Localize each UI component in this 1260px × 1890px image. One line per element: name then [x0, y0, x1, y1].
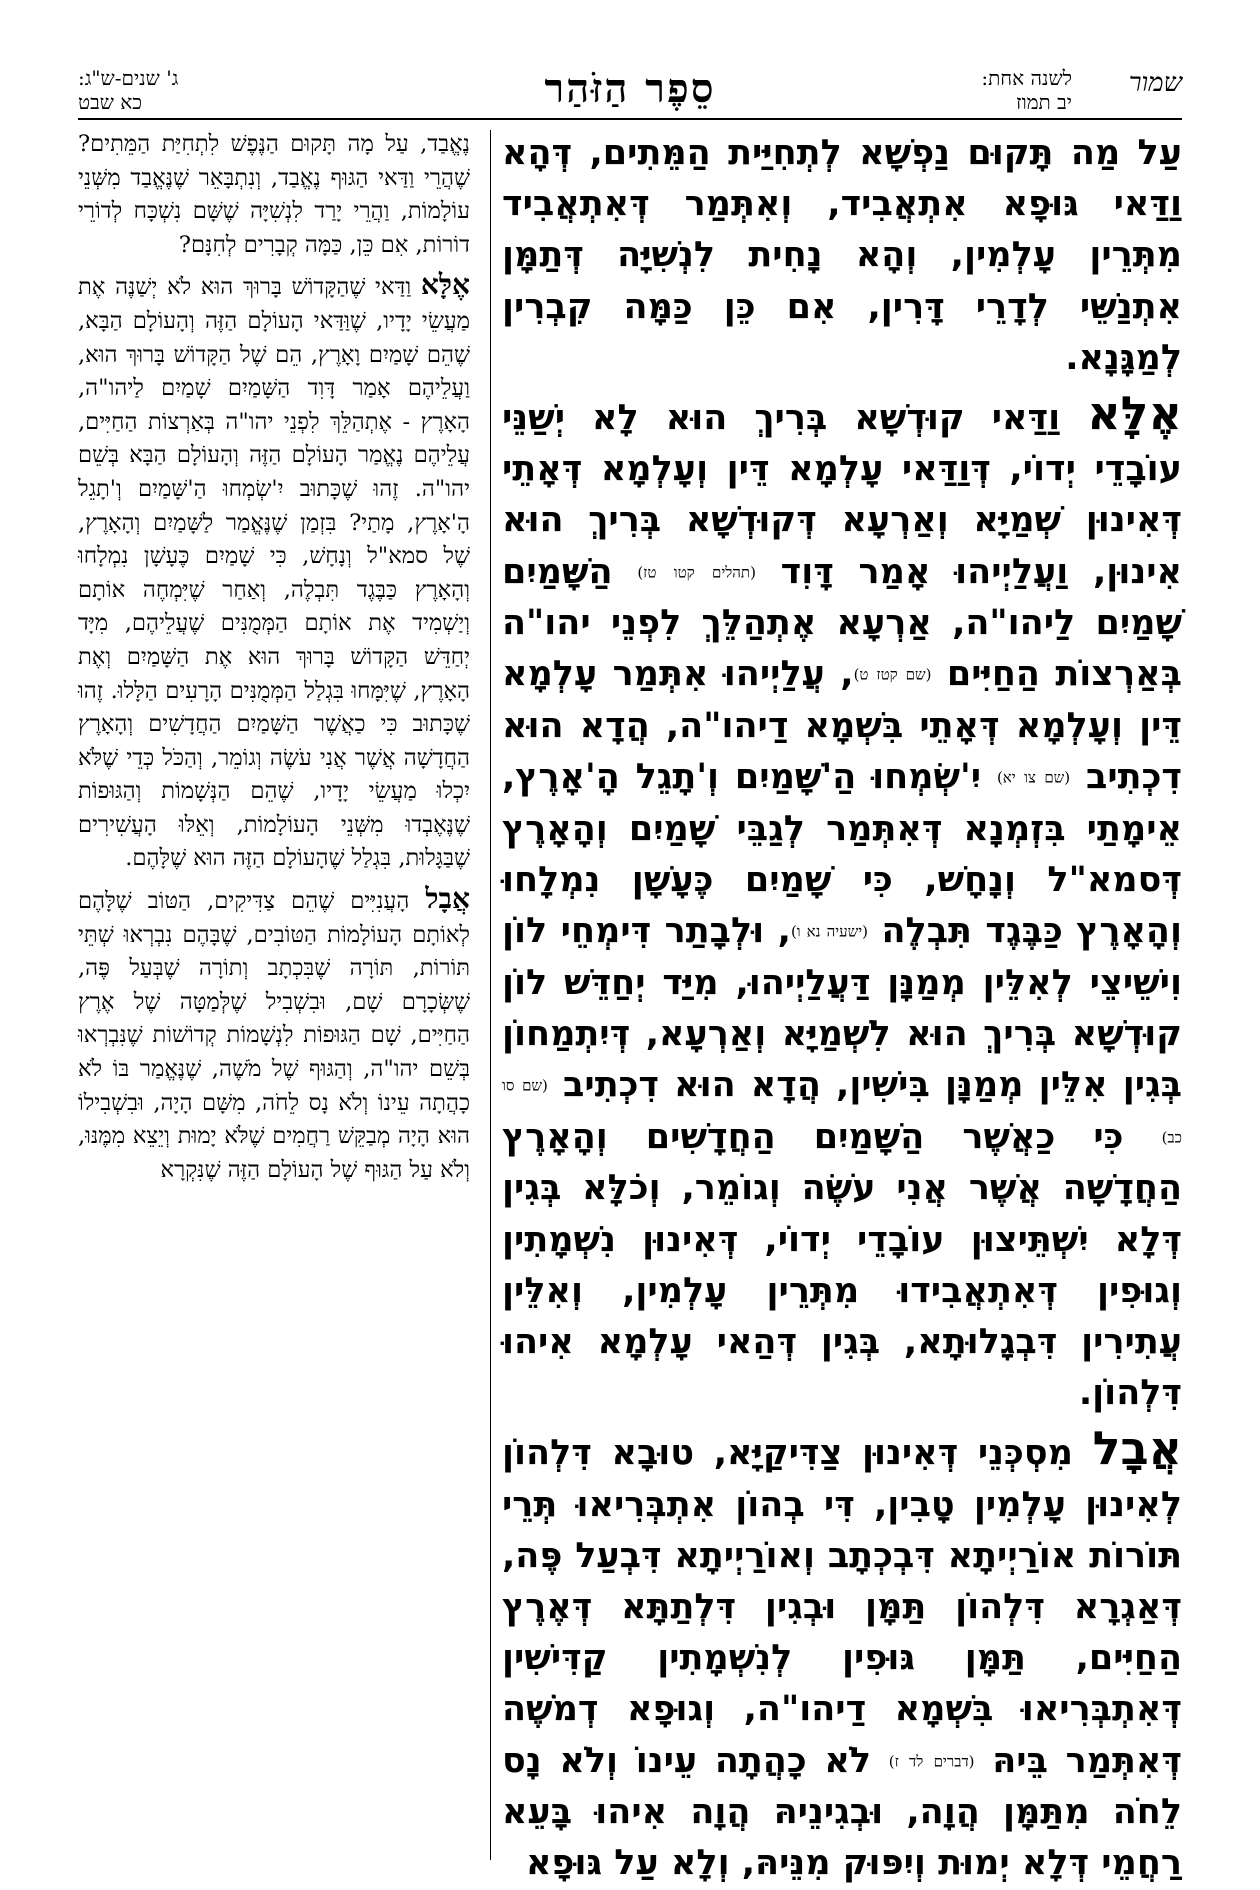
main-p2-text-b: הַשָּׁמַיִם שָׁמַיִם לַיהו"ה, אַרְעָא אֶתְהַלֵּךְ לִפְנֵי יהו"ה בְּאַרְצוֹת הַחַיִּים [502, 551, 1182, 695]
main-paragraph-1 [502, 128, 1182, 384]
section-name: שמור [1128, 68, 1182, 98]
page-header [78, 62, 1182, 116]
main-p2-text-a: וַדַּאי קוּדְשָׁא בְּרִיךְ הוּא לָא יְשַׁנֵּי עוֹבָדֵי יְדוֹי, דְּוַדַּאי עָלְמָא דֵּין וְעָלְמָא דְּאָתֵי דְּאִינוּן שְׁמַיָּא וְאַרְעָא דְּקוּדְשָׁא בְּרִיךְ הוּא אִינוּן, וַעֲלַיְיהוּ אָמַר דָּוִד [502, 398, 1182, 592]
main-p2-opener: אֶלָּא [1087, 386, 1182, 441]
main-p2-ref-5: (שם סו כב) [502, 1076, 1182, 1147]
main-p3-ref-1: (דברים לד ז) [888, 1752, 975, 1771]
main-p2-text-c: , עֲלַיְיהוּ אִתְּמַר עָלְמָא דֵּין וְעָלְמָא דְּאָתֵי בִּשְׁמָא דַיהו"ה, הֲדָא הוּא דִכְתִיב [502, 654, 1182, 798]
main-p2-text-d: יִ'שְׂמְחוּ הַ'שָּׁמַיִם וְ'תָגֵל הָ'אָרֶץ, אֵימָתַי בִּזְמְנָא דְּאִתְּמַר לְגַבֵּי שָׁמַיִם וְהָאָרֶץ דְּסמא"ל וְנָחָשׁ, כִּי שָׁמַיִם כֶּעָשָׁן נִמְלָחוּ וְהָאָרֶץ כַּבֶּגֶד תִּבְלֶה [502, 757, 1182, 952]
side-paragraph-3 [78, 882, 470, 1187]
side-p3-opener: אֲבָל [425, 882, 470, 916]
main-p2-text-e: , וּלְבָתַר דִּימְחֵי לוֹן וִישֵׁיצֵי לְאִלֵּין מְמַנָּן דַּעֲלַיְיהוּ, מִיַּד יְחַדֵּשׁ לוֹן קוּדְשָׁא בְּרִיךְ הוּא לִשְׁמַיָּא וְאַרְעָא, דְּיִתְמַחוֹן בְּגִין אִלֵּין מְמַנָּן בִּישִׁין, הֲדָא הוּא דִכְתִיב [502, 911, 1182, 1106]
main-p3-text-b: לֹא כָהֲתָה עֵינוֹ וְלֹא נָס לֵחֹה מִתַּמָּן הֲוָה, וּבְגִינֵיהּ הֲוָה אִיהוּ בָּעֵא רַחֲמֵי דְּלָא יְמוּת וְיִפּוּק מִנֵּיהּ, וְלָא עַל גּוּפָא [502, 1740, 1182, 1884]
schedule-date-one-year: יב תמוז [1016, 90, 1072, 114]
main-p2-ref-2: (שם קטז ט) [853, 665, 932, 684]
main-p3-opener: אֲבָל [1092, 1421, 1182, 1476]
schedule-label-three-years: ג' שנים-ש"ג: [78, 66, 179, 90]
side-p3-text: הָעֲנִיִּים שֶׁהֵם צַדִּיקִים, הַטּוֹב שֶׁלָּהֶם לְאוֹתָם הָעוֹלָמוֹת הַטּוֹבִים, שֶׁבָּהֶם נִבְרְאוּ שְׁתֵּי תּוֹרוֹת, תּוֹרָה שֶׁבִּכְתָב וְתוֹרָה שֶׁבְּעַל פֶּה, שֶׁשְּׂכָרָם שָׁם, וּבִשְׁבִיל שֶׁלְּמַטָּה שֶׁל אֶרֶץ הַחַיִּים, שָׁם הַגּוּפוֹת לִנְשָׁמוֹת קְדוֹשׁוֹת שֶׁנִּבְרְאוּ בְּשֵׁם יהו"ה, וְהַגּוּף שֶׁל מֹשֶׁה, שֶׁנֶּאֱמַר בּוֹ לֹא כָהֲתָה עֵינוֹ וְלֹא נָס לֵחֹה, מִשָּׁם הָיָה, וּבִשְׁבִילוֹ הוּא הָיָה מְבַקֵּשׁ רַחֲמִים שֶׁלֹּא יָמוּת וְיֵצֵא מִמֶּנּוּ, וְלֹא עַל הַגּוּף שֶׁל הָעוֹלָם הַזֶּה שֶׁנִּקְרָא [78, 888, 470, 1183]
side-paragraph-2 [78, 268, 470, 876]
schedule-date-three-years: כא שבט [78, 90, 143, 114]
side-paragraph-1 [78, 128, 470, 262]
header-left [78, 62, 378, 116]
main-p2-ref-1: (תהלים קטו טז) [637, 563, 756, 582]
main-p2-ref-4: (ישעיה נא ו) [790, 922, 869, 941]
main-paragraph-3 [502, 1423, 1182, 1889]
main-paragraph-2 [502, 388, 1182, 1419]
aramaic-column [502, 128, 1182, 1884]
side-p2-text: וַדַּאי שֶׁהַקָּדוֹשׁ בָּרוּךְ הוּא לֹא יְשַׁנֶּה אֶת מַעֲשֵׂי יָדָיו, שֶׁוַּדַּאי הָעוֹלָם הַזֶּה וְהָעוֹלָם הַבָּא, שֶׁהֵם שָׁמַיִם וָאָרֶץ, הֵם שֶׁל הַקָּדוֹשׁ בָּרוּךְ הוּא, וַעֲלֵיהֶם אָמַר דָּוִד הַשָּׁמַיִם שָׁמַיִם לַיהו"ה, הָאָרֶץ - אֶתְהַלֵּךְ לִפְנֵי יהו"ה בְּאַרְצוֹת הַחַיִּים, עֲלֵיהֶם נֶאֱמַר הָעוֹלָם הַזֶּה וְהָעוֹלָם הַבָּא בְּשֵׁם יהו"ה. זֶהוּ שֶׁכָּתוּב יִ'שְׂמְחוּ הַ'שָּׁמַיִם וְ'תָגֵל הָ'אָרֶץ, מָתַי? בִּזְמַן שֶׁנֶּאֱמַר לַשָּׁמַיִם וְהָאָרֶץ, שֶׁל סמא"ל וְנָחָשׁ, כִּי שָׁמַיִם כֶּעָשָׁן נִמְלָחוּ וְהָאָרֶץ כַּבֶּגֶד תִּבְלֶה, וְאַחַר שֶׁיִּמְחֶה אוֹתָם וְיַשְׁמִיד אֶת אוֹתָם הַמְּמֻנִּים שֶׁעֲלֵיהֶם, מִיָּד יְחַדֵּשׁ הַקָּדוֹשׁ בָּרוּךְ הוּא אֶת הַשָּׁמַיִם וְאֶת הָאָרֶץ, שֶׁיִּמָּחוּ בִּגְלַל הַמְּמֻנִּים הָרָעִים הַלָּלוּ. זֶהוּ שֶׁכָּתוּב כִּי כַאֲשֶׁר הַשָּׁמַיִם הַחֲדָשִׁים וְהָאָרֶץ הַחֲדָשָׁה אֲשֶׁר אֲנִי עֹשֶׂה וְגוֹמֵר, וְהַכֹּל כְּדֵי שֶׁלֹּא יִכְלוּ מַעֲשֵׂי יָדָיו, שֶׁהֵם הַנְּשָׁמוֹת וְהַגּוּפוֹת שֶׁנֶּאֶבְדוּ מִשְּׁנֵי הָעוֹלָמוֹת, וְאֵלּוּ הָעֲשִׁירִים שֶׁבַּגָּלוּת, בִּגְלַל שֶׁהָעוֹלָם הַזֶּה הוּא שֶׁלָּהֶם. [78, 274, 470, 872]
schedule-label-one-year: לשנה אחת: [981, 66, 1072, 90]
side-p2-opener: אֶלָּא [420, 268, 470, 302]
header-rule [78, 118, 1182, 120]
main-p3-text-a: מִסְכְּנֵי דְּאִינוּן צַדִּיקַיָּא, טוּבָא דִּלְהוֹן לְאִינוּן עָלְמִין טָבִין, דִּי בְהוֹן אִתְבְּרִיאוּ תְּרֵי תּוֹרוֹת אוֹרַיְיתָא דִּבְכְתָב וְאוֹרַיְיתָא דִּבְעַל פֶּה, דְּאַגְרָא דִּלְהוֹן תַּמָּן וּבְגִין דִּלְתַתָּא דְּאֶרֶץ הַחַיִּים, תַּמָּן גּוּפִין לְנִשְׁמָתִין קַדִּישִׁין דְּאִתְבְּרִיאוּ בִּשְׁמָא דַיהו"ה, וְגוּפָא דְמֹשֶׁה דְּאִתְּמַר בֵּיהּ [502, 1433, 1182, 1781]
column-divider [490, 130, 491, 1860]
main-p2-ref-3: (שם צו יא) [996, 768, 1071, 787]
book-title: סֵפֶר הַזֹּהַר [544, 65, 716, 112]
side-p1-text: נֶאֱבַד, עַל מָה תָּקוּם הַנֶּפֶשׁ לִתְחִיַּת הַמֵּתִים? שֶׁהֲרֵי וַדַּאי הַגּוּף נֶאֱבַד, וְנִתְבָּאֵר שֶׁנֶּאֱבַד מִשְּׁנֵי עוֹלָמוֹת, וַהֲרֵי יָרַד לִנְשִׁיָּה שֶׁשָּׁם נִשְׁכָּח לְדוֹרֵי דוֹרוֹת, אִם כֵּן, כַּמָּה קְבָרִים לְחִנָּם? [78, 131, 470, 258]
main-p1-text: עַל מַה תָּקוּם נַפְשָׁא לְתְחִיַּית הַמֵּתִים, דְּהָא וַדַּאי גּוּפָא אִתְאֲבִיד, וְאִתְּמַר דְּאִתְאֲבִיד מִתְּרֵין עָלְמִין, וְהָא נָחִית לִנְשִׁיָּה דְּתַמָּן אִתְנַשֵּׁי לְדָרֵי דָּרִין, אִם כֵּן כַּמָּה קִבְרִין לְמַגָּנָא. [502, 133, 1182, 378]
hebrew-translation-column [78, 128, 470, 1863]
main-p2-text-f: כִּי כַאֲשֶׁר הַשָּׁמַיִם הַחֲדָשִׁים וְהָאָרֶץ הַחֲדָשָׁה אֲשֶׁר אֲנִי עֹשֶׂה וְגוֹמֵר, וְכֹלָּא בְּגִין דְּלָא יִשְׁתֵּיצוּן עוֹבָדֵי יְדוֹי, דְּאִינוּן נִשְׁמָתִין וְגוּפִין דְּאִתְאֲבִידוּ מִתְּרֵין עָלְמִין, וְאִלֵּין עֲתִירִין דִּבְגָלוּתָא, בְּגִין דְּהַאי עָלְמָא אִיהוּ דִּלְהוֹן. [502, 1116, 1182, 1414]
